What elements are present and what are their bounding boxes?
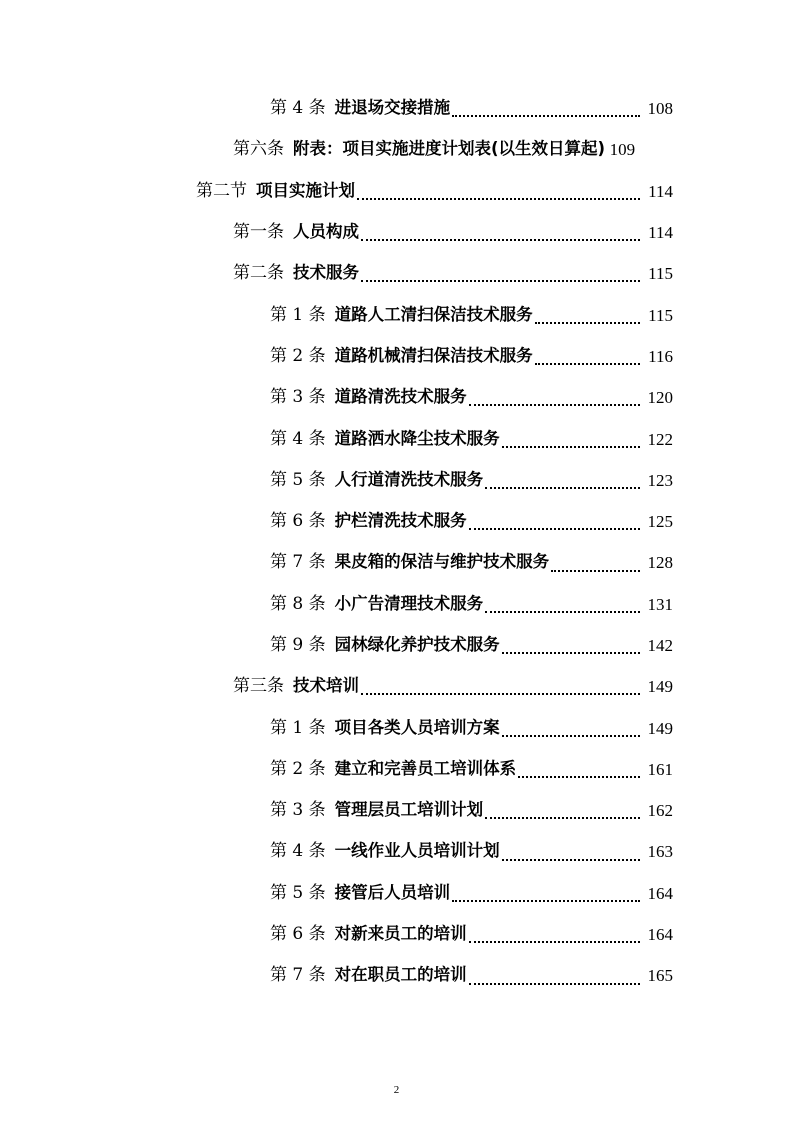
toc-dot-leader	[469, 528, 640, 530]
toc-entry-number: 第 6 条	[270, 511, 326, 532]
toc-entry-label	[270, 967, 467, 984]
toc-entry[interactable]	[0, 460, 793, 501]
toc-dot-leader	[485, 611, 640, 613]
toc-entry-number: 第 5 条	[270, 882, 326, 903]
toc-entry-number: 第三条	[233, 676, 284, 697]
toc-entry[interactable]	[0, 790, 793, 831]
toc-entry-title: 进退场交接措施	[334, 98, 451, 118]
toc-dot-leader	[452, 900, 640, 902]
toc-dot-leader	[535, 322, 640, 324]
toc-entry-page: 115	[648, 305, 673, 325]
toc-entry-page: 163	[647, 842, 673, 862]
toc-entry-number: 第 7 条	[270, 552, 326, 573]
toc-dot-leader	[535, 363, 640, 365]
toc-dot-leader	[485, 487, 640, 489]
toc-entry-title: 人行道清洗技术服务	[334, 469, 484, 489]
toc-entry-title: 建立和完善员工培训体系	[334, 758, 517, 778]
toc-entry[interactable]	[0, 129, 793, 170]
toc-dot-leader	[502, 859, 640, 861]
toc-entry-label	[233, 678, 359, 695]
toc-dot-leader	[361, 280, 640, 282]
toc-entry[interactable]	[0, 831, 793, 872]
toc-entry-page: 123	[647, 470, 673, 490]
toc-dot-leader	[502, 446, 640, 448]
toc-entry-label	[270, 593, 484, 614]
toc-entry-number: 第 1 条	[270, 304, 326, 325]
toc-entry[interactable]	[0, 336, 793, 377]
toc-entry-label	[270, 758, 517, 779]
toc-entry-label	[233, 224, 359, 241]
toc-entry[interactable]	[0, 666, 793, 707]
toc-entry-number: 第 7 条	[270, 965, 326, 986]
toc-entry-number: 第一条	[233, 222, 284, 243]
toc-entry-number: 第 4 条	[270, 428, 326, 449]
toc-entry-label	[270, 926, 467, 943]
toc-entry[interactable]	[0, 418, 793, 459]
toc-dot-leader	[502, 652, 640, 654]
toc-entry-title: 小广告清理技术服务	[334, 593, 484, 613]
toc-entry-title: 人员构成	[293, 222, 359, 242]
toc-entry[interactable]	[0, 171, 793, 212]
toc-entry-page: 161	[647, 759, 673, 779]
toc-entry-label	[270, 469, 484, 490]
toc-entry-title: 项目实施计划	[256, 180, 355, 200]
toc-dot-leader	[551, 570, 640, 572]
toc-entry-title: 项目各类人员培训方案	[334, 717, 500, 737]
toc-dot-leader	[469, 983, 640, 985]
toc-entry-label	[270, 345, 533, 366]
toc-dot-leader	[518, 776, 640, 778]
toc-entry-label	[270, 717, 500, 738]
toc-dot-leader	[502, 735, 640, 737]
toc-entry-page: 131	[647, 594, 673, 614]
toc-entry-number: 第二节	[196, 180, 247, 201]
toc-entry-page: 142	[647, 636, 673, 655]
toc-entry-number: 第 3 条	[270, 387, 326, 408]
toc-entry-number: 第 4 条	[270, 98, 326, 119]
toc-entry-label	[270, 513, 467, 530]
toc-entry-page: 108	[647, 99, 673, 119]
toc-entry[interactable]	[0, 873, 793, 914]
toc-entry-title: 一线作业人员培训计划	[334, 841, 500, 861]
toc-entry-page: 114	[648, 181, 673, 201]
toc-entry-label	[270, 882, 451, 903]
toc-entry-page: 115	[648, 264, 673, 284]
toc-entry-title: 道路清洗技术服务	[334, 387, 467, 407]
toc-entry[interactable]	[0, 542, 793, 583]
toc-entry-page: 149	[647, 718, 673, 738]
toc-entry-title: 管理层员工培训计划	[334, 800, 484, 820]
toc-entry-number: 第六条	[233, 139, 284, 160]
toc-entry-title: 技术培训	[293, 676, 359, 696]
toc-entry-label	[270, 554, 549, 571]
toc-dot-leader	[452, 115, 640, 117]
toc-entry-number: 第 1 条	[270, 717, 326, 738]
toc-entry-label	[233, 265, 359, 282]
toc-entry-label	[270, 637, 500, 654]
toc-entry[interactable]	[0, 914, 793, 955]
toc-dot-leader	[469, 941, 640, 943]
toc-entry-title: 园林绿化养护技术服务	[334, 635, 500, 654]
toc-entry-title: 对在职员工的培训	[334, 965, 467, 985]
toc-entry-title: 技术服务	[293, 263, 359, 283]
toc-entry-number: 第 3 条	[270, 800, 326, 821]
toc-entry-label	[270, 304, 533, 325]
toc-entry[interactable]	[0, 212, 793, 253]
toc-entry-number: 第 8 条	[270, 593, 326, 614]
toc-entry-number: 第 2 条	[270, 758, 326, 779]
toc-entry-label	[270, 100, 450, 117]
toc-entry[interactable]	[0, 377, 793, 418]
table-of-contents	[0, 88, 793, 997]
toc-entry[interactable]	[0, 501, 793, 542]
toc-entry-number: 第 4 条	[270, 841, 326, 862]
toc-entry-number: 第 6 条	[270, 924, 326, 945]
toc-entry-number: 第二条	[233, 263, 284, 284]
toc-dot-leader	[361, 693, 640, 695]
toc-entry-label	[233, 141, 605, 158]
toc-entry-label	[270, 802, 483, 819]
toc-entry-page: 128	[647, 553, 673, 573]
toc-entry-title: 道路洒水降尘技术服务	[334, 428, 500, 448]
toc-dot-leader	[357, 198, 640, 200]
toc-entry-title: 接管后人员培训	[334, 882, 451, 902]
toc-entry-title: 附表：项目实施进度计划表(以生效日算起)	[293, 139, 606, 159]
toc-dot-leader	[469, 404, 640, 406]
toc-entry-title: 果皮箱的保洁与维护技术服务	[334, 552, 550, 572]
toc-entry-page: 125	[647, 512, 673, 532]
toc-entry-page: 162	[647, 801, 673, 821]
toc-entry-title: 护栏清洗技术服务	[334, 511, 467, 531]
toc-dot-leader	[361, 239, 640, 241]
toc-entry[interactable]	[0, 955, 793, 996]
toc-entry-page: 122	[647, 429, 673, 449]
toc-entry-page: 164	[647, 883, 673, 903]
toc-entry-page: 116	[648, 346, 673, 366]
toc-entry-number: 第 2 条	[270, 345, 326, 366]
toc-entry-number: 第 5 条	[270, 469, 326, 490]
toc-entry[interactable]	[0, 625, 793, 666]
toc-entry[interactable]	[0, 584, 793, 625]
toc-entry[interactable]	[0, 88, 793, 129]
toc-entry-page: 114	[648, 223, 673, 243]
toc-entry-label	[270, 428, 500, 449]
toc-dot-leader	[485, 817, 640, 819]
toc-entry-title: 对新来员工的培训	[334, 924, 467, 944]
toc-entry-label	[270, 843, 500, 860]
toc-entry-title: 道路人工清扫保洁技术服务	[334, 304, 533, 324]
page-number: 2	[393, 1084, 400, 1096]
toc-entry-page: 149	[647, 677, 673, 697]
toc-entry-page: 165	[647, 966, 673, 986]
toc-entry-page: 109	[609, 140, 636, 160]
toc-entry-page: 120	[647, 388, 673, 408]
toc-entry-number: 第 9 条	[270, 635, 326, 655]
toc-entry[interactable]	[0, 749, 793, 790]
toc-entry-label	[270, 389, 467, 406]
toc-entry[interactable]	[0, 294, 793, 335]
toc-entry-page: 164	[647, 925, 673, 945]
toc-entry-label	[196, 180, 355, 201]
toc-entry[interactable]	[0, 253, 793, 294]
toc-entry-title: 道路机械清扫保洁技术服务	[334, 345, 533, 365]
toc-entry[interactable]	[0, 707, 793, 748]
